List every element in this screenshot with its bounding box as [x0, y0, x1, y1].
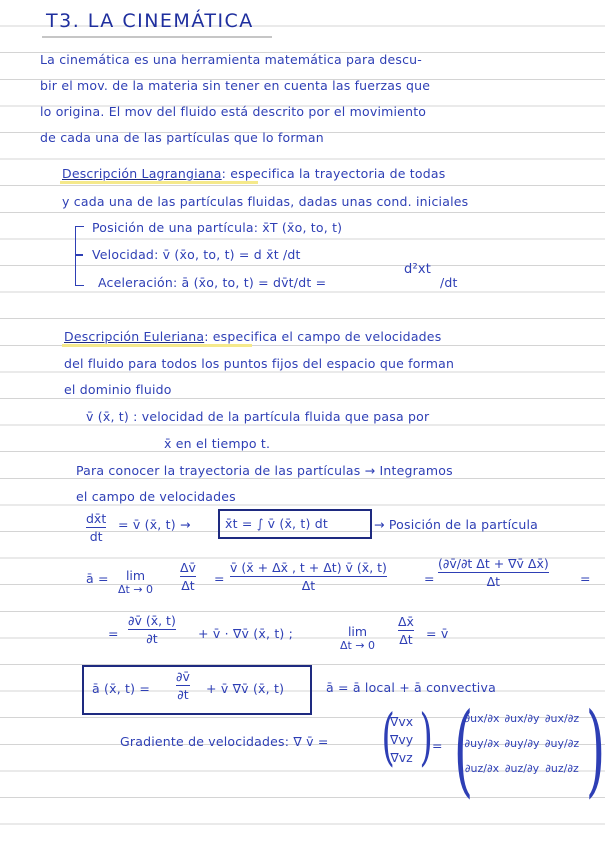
accel-row2-end: = v̄: [426, 626, 449, 641]
gradient-matrix: [462, 712, 582, 775]
accel-f3-den: Δt: [486, 574, 501, 589]
euler-traj-1: Para conocer la trayectoria de las partículas → Integramos: [76, 463, 453, 478]
matrix-cell: ∂uz/∂z: [545, 762, 579, 775]
euler-heading: Descripción Euleriana: [64, 329, 205, 344]
accel-eq-3: =: [580, 571, 591, 586]
traj-result: → Posición de la partícula: [374, 517, 539, 532]
accel-row2-eq: =: [108, 626, 119, 641]
accel-f4-den: ∂t: [146, 631, 158, 646]
euler-line-1: : especifica el campo de velocidades: [204, 329, 442, 344]
lagrange-line-2: y cada una de las partículas fluidas, dadas unas cond. iniciales: [62, 194, 469, 209]
lagrange-velocity: Velocidad: v̄ (x̄o, to, t) = d x̄t /dt: [92, 247, 301, 262]
accel-f5-den: Δt: [399, 632, 413, 647]
highlight-lagrange: [60, 181, 258, 184]
accel-row2-mid: + v̄ · ∇v̄ (x̄, t) ;: [198, 626, 294, 641]
matrix-bracket-right: ): [585, 691, 605, 808]
title-underline: [42, 36, 272, 38]
matrix-cell: ∂ux/∂y: [504, 712, 540, 725]
euler-v-def-1: v̄ (x̄, t) : velocidad de la partícula fluida que pasa por: [86, 409, 430, 424]
lagrange-heading: Descripción Lagrangiana: [62, 166, 222, 181]
traj-frac-bar: [86, 527, 106, 528]
lagrange-line-1: : especifica la trayectoria de todas: [221, 166, 446, 181]
accel-f4-bar: [128, 629, 176, 630]
accel-f5-bar: [398, 630, 414, 631]
accel-limit-2: [340, 624, 375, 652]
accel-boxed-den: ∂t: [177, 687, 189, 702]
accel-limit: [118, 568, 153, 596]
accel-f3-num: (∂v̄/∂t Δt + ∇v̄ Δx̄): [438, 556, 549, 571]
lagrange-bracket: [75, 226, 84, 286]
intro-line-3: lo origina. El mov del fluido está descrito por el movimiento: [40, 104, 427, 119]
accel-f1-num: Δv̄: [180, 560, 196, 575]
accel-boxed-lhs: ā (x̄, t) =: [92, 681, 151, 696]
matrix-bracket-left: (: [453, 691, 474, 808]
gradient-eq: =: [432, 738, 443, 753]
lagrange-acc-den: /dt: [440, 275, 458, 290]
traj-boxed-formula: x̄t = ∫ v̄ (x̄, t) dt: [225, 516, 328, 531]
traj-frac-den: dt: [89, 529, 103, 544]
accel-lim-sub: Δt → 0: [118, 583, 154, 596]
gradient-vector: [390, 714, 413, 765]
traj-equation: = v̄ (x̄, t) →: [118, 517, 191, 532]
gradient-vec-x: ∇vx: [390, 714, 414, 729]
accel-f2-bar: [230, 576, 387, 577]
accel-lim2-word: lim: [347, 624, 368, 639]
bracket-tick: [75, 254, 83, 256]
accel-boxed-bar: [176, 685, 190, 686]
accel-f2-num: v̄ (x̄ + Δx̄ , t + Δt) v̄ (x̄, t): [230, 560, 387, 575]
accel-f4-num: ∂v̄ (x̄, t): [128, 613, 176, 628]
intro-line-2: bir el mov. de la materia sin tener en cuenta las fuerzas que: [40, 78, 431, 93]
accel-frac-1: [180, 560, 196, 593]
matrix-cell: ∂uy/∂x: [464, 737, 500, 750]
matrix-cell: ∂uy/∂z: [544, 737, 580, 750]
vec-bracket-right: ): [419, 700, 433, 773]
lagrange-position: Posición de una partícula: x̄T (x̄o, to, t): [92, 220, 343, 235]
accel-frac-3: [438, 556, 549, 589]
accel-f2-den: Δt: [301, 578, 316, 593]
accel-f1-bar: [180, 576, 196, 577]
gradient-vec-z: ∇vz: [390, 750, 413, 765]
matrix-cell: ∂uz/∂y: [504, 762, 540, 775]
page-title: T3. LA CINEMÁTICA: [46, 10, 254, 32]
traj-frac-num: dx̄t: [86, 511, 107, 526]
euler-line-3: el dominio fluido: [64, 382, 172, 397]
traj-fraction: [86, 511, 106, 544]
accel-frac-4: [128, 613, 176, 646]
highlight-euler: [62, 344, 252, 347]
accel-boxed-rhs: + v̄ ∇v̄ (x̄, t): [206, 681, 285, 696]
euler-line-2: del fluido para todos los puntos fijos del espacio que forman: [64, 356, 455, 371]
matrix-cell: ∂uz/∂x: [464, 762, 500, 775]
lagrange-section: [62, 166, 445, 181]
matrix-cell: ∂ux/∂x: [464, 712, 500, 725]
accel-f1-den: Δt: [181, 578, 195, 593]
euler-section: [64, 329, 441, 344]
euler-v-def-2: x̄ en el tiempo t.: [164, 436, 271, 451]
intro-line-4: de cada una de las partículas que lo forman: [40, 130, 324, 145]
vec-bracket-left: (: [381, 700, 395, 773]
accel-local-convective: ā = ā local + ā convectiva: [326, 680, 496, 695]
matrix-cell: ∂uy/∂y: [504, 737, 540, 750]
accel-eq-2: =: [424, 571, 435, 586]
accel-frac-2: [230, 560, 387, 593]
gradient-label: Gradiente de velocidades: ∇ v̄ =: [120, 734, 329, 749]
accel-f3-bar: [438, 572, 549, 573]
euler-traj-2: el campo de velocidades: [76, 489, 236, 504]
accel-boxed-num: ∂v̄: [176, 669, 190, 684]
lagrange-acc-num: d²xt: [404, 262, 432, 277]
accel-eq-1: =: [214, 571, 225, 586]
matrix-cell: ∂ux/∂z: [544, 712, 580, 725]
accel-boxed-frac: [176, 669, 190, 702]
accel-f5-num: Δx̄: [398, 614, 414, 629]
gradient-vec-y: ∇vy: [390, 732, 414, 747]
accel-lim-word: lim: [125, 568, 146, 583]
accel-frac-5: [398, 614, 414, 647]
intro-line-1: La cinemática es una herramienta matemática para descu-: [40, 52, 423, 67]
lagrange-acceleration: Aceleración: ā (x̄o, to, t) = dv̄t/dt =: [98, 275, 327, 290]
accel-lim2-sub: Δt → 0: [340, 639, 376, 652]
accel-lhs: ā =: [86, 571, 109, 586]
